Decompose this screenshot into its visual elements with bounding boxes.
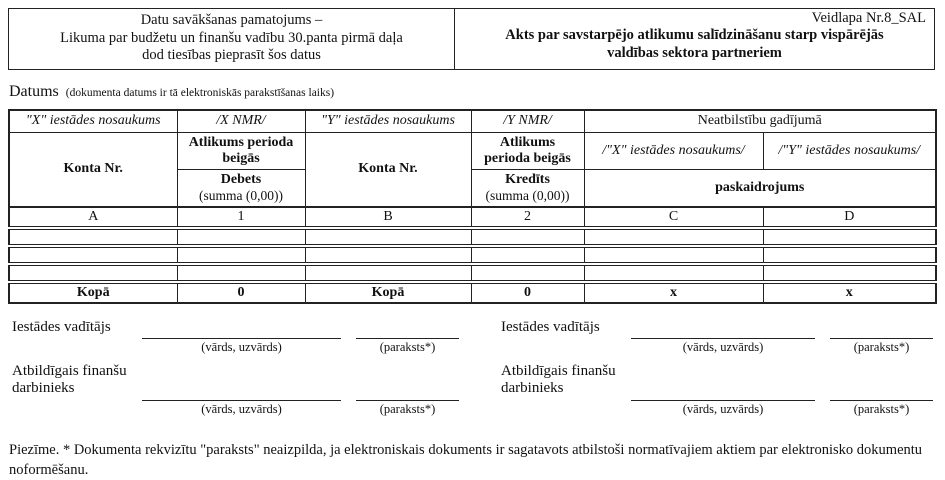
input-cell[interactable] bbox=[584, 228, 763, 246]
sig-label-head: Iestādes vadītājs bbox=[501, 319, 600, 336]
th-debit: Debets bbox=[220, 171, 262, 187]
name-caption: (vārds, uzvārds) bbox=[201, 340, 282, 355]
th-credit: Kredīts bbox=[505, 171, 550, 187]
th-x-institution: "X" iestādes nosaukums bbox=[9, 110, 177, 132]
th-y-institution-slash: /"Y" iestādes nosaukums/ bbox=[763, 132, 936, 169]
th-x-institution-slash: /"X" iestādes nosaukums/ bbox=[584, 132, 763, 169]
signature-row bbox=[501, 363, 933, 417]
name-caption: (vārds, uzvārds) bbox=[201, 401, 282, 416]
th-debit-cell bbox=[177, 169, 305, 207]
table-header-row-1 bbox=[9, 110, 936, 132]
data-row-3 bbox=[9, 264, 936, 282]
input-cell[interactable] bbox=[471, 228, 584, 246]
input-cell[interactable] bbox=[471, 246, 584, 264]
th-explanation: paskaidrojums bbox=[584, 169, 936, 207]
intro-line-3: dod tiesības pieprasīt šos datus bbox=[142, 47, 321, 64]
signature-block-x bbox=[12, 319, 459, 424]
th-balance-end-x: Atlikums perioda beigās bbox=[177, 132, 305, 169]
total-value-y: 0 bbox=[471, 282, 584, 303]
signature-block-y bbox=[501, 319, 933, 424]
input-cell[interactable] bbox=[305, 264, 471, 282]
th-discrepancy-case: Neatbilstību gadījumā bbox=[584, 110, 936, 132]
signature-caption: (paraksts*) bbox=[853, 340, 910, 355]
input-cell[interactable] bbox=[471, 264, 584, 282]
input-cell[interactable] bbox=[177, 246, 305, 264]
th-y-nmr: /Y NMR/ bbox=[471, 110, 584, 132]
input-cell[interactable] bbox=[177, 264, 305, 282]
col-letter-c: C bbox=[584, 207, 763, 228]
signature-area bbox=[12, 319, 933, 424]
form-title: Akts par savstarpējo atlikumu salīdzināšanu starp vispārējās valdības sektora partneriem bbox=[505, 27, 884, 62]
intro-line-2: Likuma par budžetu un finanšu vadību 30.panta pirmā daļa bbox=[60, 29, 403, 46]
th-credit-cell bbox=[471, 169, 584, 207]
input-cell[interactable] bbox=[305, 246, 471, 264]
input-cell[interactable] bbox=[177, 228, 305, 246]
th-sum-format-y: (summa (0,00)) bbox=[485, 187, 570, 203]
signature-row bbox=[501, 319, 933, 356]
col-letter-d: D bbox=[763, 207, 936, 228]
form-header bbox=[8, 8, 935, 70]
title-box bbox=[455, 8, 935, 70]
th-y-institution: "Y" iestādes nosaukums bbox=[305, 110, 471, 132]
sig-label-head: Iestādes vadītājs bbox=[12, 319, 111, 336]
column-letter-row bbox=[9, 207, 936, 228]
name-field bbox=[142, 335, 341, 356]
input-cell[interactable] bbox=[584, 246, 763, 264]
signature-row bbox=[12, 319, 459, 356]
th-account-no-y: Konta Nr. bbox=[305, 132, 471, 207]
signature-field bbox=[830, 335, 933, 356]
col-letter-1: 1 bbox=[177, 207, 305, 228]
signature-caption: (paraksts*) bbox=[379, 340, 436, 355]
input-cell[interactable] bbox=[763, 228, 936, 246]
total-value-x: 0 bbox=[177, 282, 305, 303]
col-letter-2: 2 bbox=[471, 207, 584, 228]
comparison-table bbox=[8, 109, 937, 304]
input-cell[interactable] bbox=[305, 228, 471, 246]
data-row-2 bbox=[9, 246, 936, 264]
th-x-nmr: /X NMR/ bbox=[177, 110, 305, 132]
name-field bbox=[631, 397, 815, 418]
total-label-y: Kopā bbox=[305, 282, 471, 303]
input-cell[interactable] bbox=[9, 228, 177, 246]
form-number: Veidlapa Nr.8_SAL bbox=[811, 10, 926, 26]
signature-field bbox=[356, 335, 459, 356]
datums-line bbox=[9, 83, 936, 101]
input-cell[interactable] bbox=[9, 246, 177, 264]
th-account-no-x: Konta Nr. bbox=[9, 132, 177, 207]
signature-caption: (paraksts*) bbox=[853, 401, 910, 416]
col-letter-b: B bbox=[305, 207, 471, 228]
sig-label-finance: Atbildīgais finanšu darbinieks bbox=[12, 362, 127, 397]
data-row-1 bbox=[9, 228, 936, 246]
datums-note: (dokumenta datums ir tā elektroniskās parakstīšanas laiks) bbox=[65, 87, 335, 100]
input-cell[interactable] bbox=[9, 264, 177, 282]
table-header-row-2 bbox=[9, 132, 936, 169]
total-x-mark-2: x bbox=[763, 282, 936, 303]
name-field bbox=[631, 335, 815, 356]
th-sum-format-x: (summa (0,00)) bbox=[199, 187, 283, 203]
signature-caption: (paraksts*) bbox=[379, 401, 436, 416]
signature-row bbox=[12, 363, 459, 417]
name-caption: (vārds, uzvārds) bbox=[682, 401, 764, 416]
intro-line-1: Datu savākšanas pamatojums – bbox=[140, 12, 323, 28]
name-caption: (vārds, uzvārds) bbox=[682, 340, 764, 355]
signature-field bbox=[830, 397, 933, 418]
input-cell[interactable] bbox=[763, 264, 936, 282]
input-cell[interactable] bbox=[584, 264, 763, 282]
signature-field bbox=[356, 397, 459, 418]
datums-label: Datums bbox=[9, 83, 59, 101]
footnote: Piezīme. * Dokumenta rekvizītu "paraksts" neaizpilda, ja elektroniskais dokuments ir sagatavots atbilstoši normatīvajiem aktiem par elektronisko dokumentu noformēšanu. bbox=[9, 442, 923, 478]
sig-label-finance: Atbildīgais finanšu darbinieks bbox=[501, 362, 616, 397]
input-cell[interactable] bbox=[763, 246, 936, 264]
th-balance-end-y: Atlikums perioda beigās bbox=[471, 132, 584, 169]
total-label-x: Kopā bbox=[9, 282, 177, 303]
col-letter-a: A bbox=[9, 207, 177, 228]
intro-box bbox=[8, 8, 455, 70]
total-row bbox=[9, 282, 936, 303]
name-field bbox=[142, 397, 341, 418]
total-x-mark-1: x bbox=[584, 282, 763, 303]
